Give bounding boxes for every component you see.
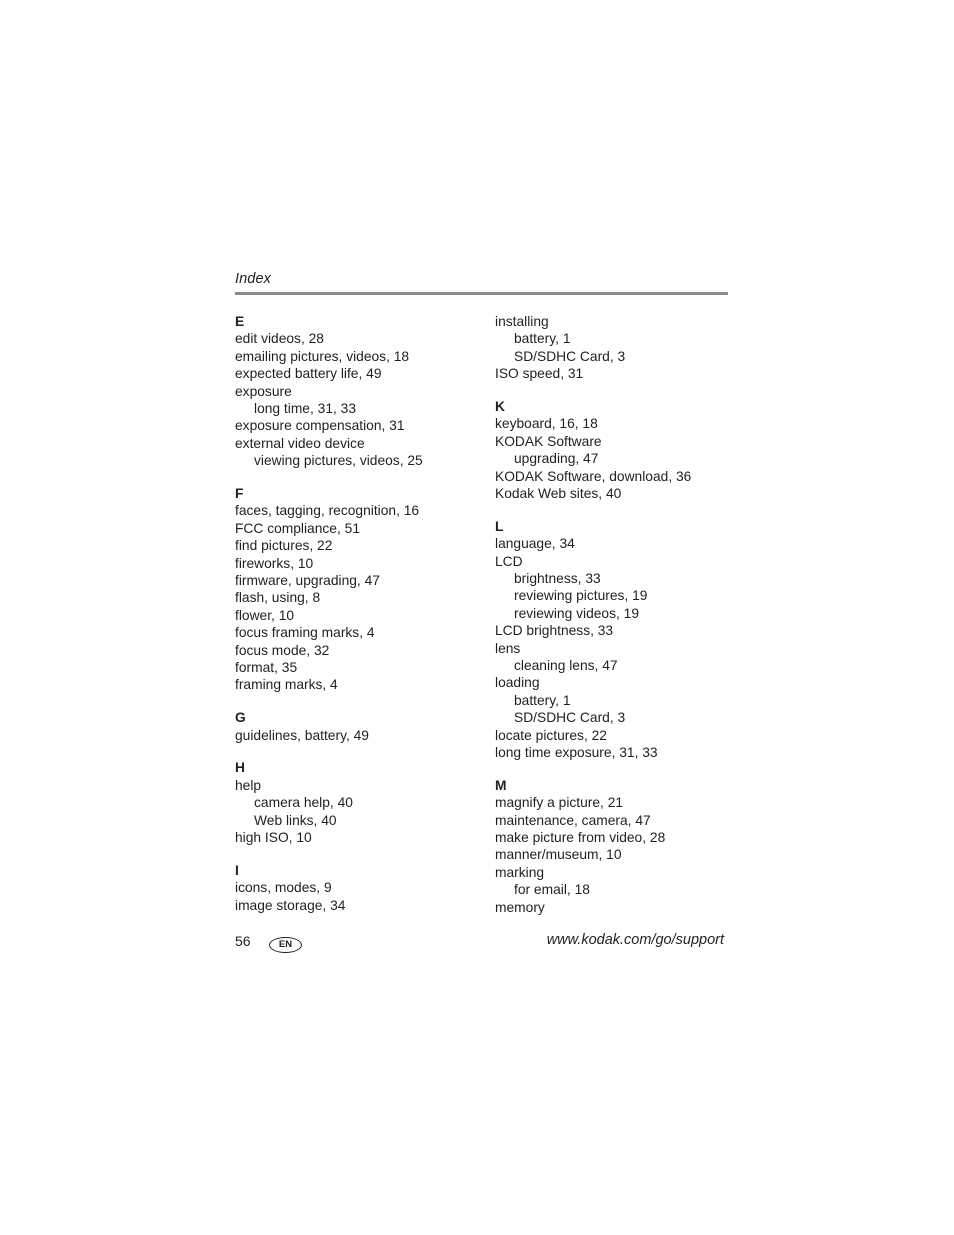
index-entry: exposure compensation, 31 (235, 418, 405, 434)
index-section-letter: G (235, 710, 246, 726)
index-entry: KODAK Software, download, 36 (495, 468, 692, 484)
index-entry: locate pictures, 22 (495, 727, 607, 743)
support-url: www.kodak.com/go/support (546, 932, 724, 948)
index-entry: high ISO, 10 (235, 830, 312, 846)
index-entry: flower, 10 (235, 607, 295, 623)
index-section-letter: L (495, 518, 504, 534)
index-entry: ISO speed, 31 (495, 366, 584, 382)
header-rule (235, 292, 728, 295)
index-entry: exposure (235, 383, 292, 399)
index-subentry: SD/SDHC Card, 3 (514, 348, 626, 364)
index-entry: focus framing marks, 4 (235, 625, 375, 641)
index-subentry: camera help, 40 (254, 795, 353, 811)
index-subentry: reviewing videos, 19 (514, 605, 640, 621)
index-entry: faces, tagging, recognition, 16 (235, 503, 420, 519)
index-entry: magnify a picture, 21 (495, 795, 624, 811)
index-entry: manner/museum, 10 (495, 847, 622, 863)
index-entry: maintenance, camera, 47 (495, 812, 651, 828)
index-entry: find pictures, 22 (235, 538, 333, 554)
index-subentry: brightness, 33 (514, 571, 601, 587)
index-subentry: SD/SDHC Card, 3 (514, 710, 626, 726)
section-gap (235, 694, 475, 710)
index-entry: framing marks, 4 (235, 677, 338, 693)
index-entry: make picture from video, 28 (495, 830, 666, 846)
page-number: 56 (235, 933, 251, 949)
section-gap (495, 761, 735, 777)
index-subentry: Web links, 40 (254, 812, 337, 828)
index-entry: focus mode, 32 (235, 642, 330, 658)
index-section-letter: F (235, 486, 244, 502)
index-entry: lens (495, 640, 521, 656)
index-column-left (235, 313, 475, 914)
index-entry: marking (495, 864, 545, 880)
index-subentry: for email, 18 (514, 882, 590, 898)
language-badge: EN (269, 937, 302, 953)
section-gap (235, 744, 475, 760)
index-section-letter: I (235, 862, 239, 878)
index-entry: language, 34 (495, 536, 575, 552)
section-gap (235, 846, 475, 862)
index-entry: LCD brightness, 33 (495, 623, 614, 639)
index-subentry: reviewing pictures, 19 (514, 588, 648, 604)
index-subentry: upgrading, 47 (514, 451, 599, 467)
index-entry: expected battery life, 49 (235, 366, 382, 382)
index-entry: image storage, 34 (235, 897, 346, 913)
index-section-letter: H (235, 760, 245, 776)
index-entry: installing (495, 314, 549, 329)
index-entry: emailing pictures, videos, 18 (235, 348, 410, 364)
index-entry: help (235, 777, 262, 793)
index-entry: LCD (495, 553, 523, 569)
index-entry: FCC compliance, 51 (235, 520, 360, 536)
index-entry: icons, modes, 9 (235, 880, 332, 896)
page-header-title: Index (235, 271, 271, 287)
index-subentry: cleaning lens, 47 (514, 658, 618, 674)
index-entry: KODAK Software (495, 433, 602, 449)
index-section-letter: K (495, 399, 505, 415)
index-entry: fireworks, 10 (235, 555, 314, 571)
section-gap (495, 502, 735, 518)
section-gap (235, 470, 475, 486)
index-section-letter: E (235, 314, 245, 329)
index-entry: Kodak Web sites, 40 (495, 486, 622, 502)
index-subentry: viewing pictures, videos, 25 (254, 453, 423, 469)
index-entry: loading (495, 675, 540, 691)
index-entry: firmware, upgrading, 47 (235, 572, 380, 588)
index-entry: external video device (235, 435, 365, 451)
index-entry: keyboard, 16, 18 (495, 416, 598, 432)
index-entry: flash, using, 8 (235, 590, 321, 606)
index-column-right (495, 313, 735, 916)
index-entry: memory (495, 899, 545, 915)
index-subentry: long time, 31, 33 (254, 400, 357, 416)
section-gap (495, 383, 735, 399)
index-section-letter: M (495, 777, 507, 793)
index-entry: long time exposure, 31, 33 (495, 744, 658, 760)
index-entry: edit videos, 28 (235, 331, 324, 347)
index-entry: guidelines, battery, 49 (235, 727, 369, 743)
index-subentry: battery, 1 (514, 692, 571, 708)
index-subentry: battery, 1 (514, 331, 571, 347)
index-entry: format, 35 (235, 659, 298, 675)
